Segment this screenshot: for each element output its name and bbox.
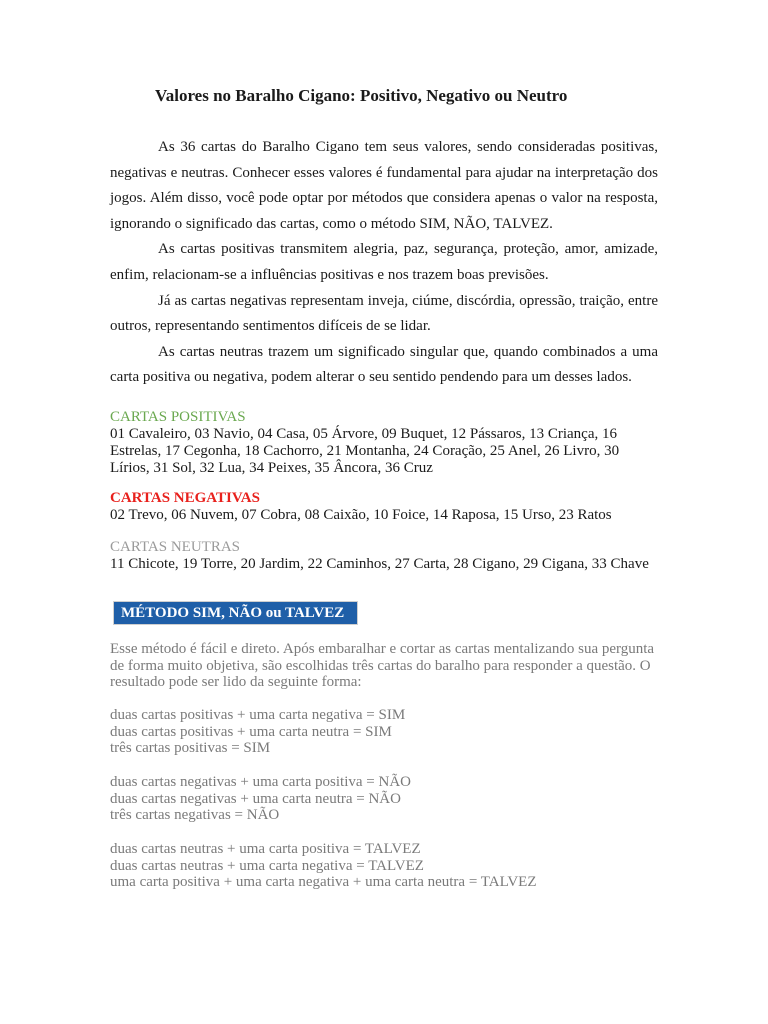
sim-rules (110, 707, 670, 757)
positive-cards-section (110, 409, 658, 477)
rule-line: duas cartas neutras + uma carta positiva = TALVEZ (110, 841, 421, 857)
negative-cards-heading: CARTAS NEGATIVAS (110, 490, 260, 506)
neutral-cards-section (110, 539, 658, 573)
neutral-cards-list: 11 Chicote, 19 Torre, 20 Jardim, 22 Caminhos, 27 Carta, 28 Cigano, 29 Cigana, 33 Chave (110, 556, 649, 572)
intro-paragraph: Já as cartas negativas representam inveja, ciúme, discórdia, opressão, traição, entre outros, representando sentimentos difíceis de se lidar. (110, 292, 658, 335)
positive-cards-list: 01 Cavaleiro, 03 Navio, 04 Casa, 05 Árvore, 09 Buquet, 12 Pássaros, 13 Criança, 16 Estrelas, 17 Cegonha, 18 Cachorro, 21 Montanha, 24 Coração, 25 Anel, 26 Livro, 30 Lírios, 31 Sol, 32 Lua, 34 Peixes, 35 Âncora, 36 Cruz (110, 426, 620, 476)
rule-line: duas cartas negativas + uma carta neutra = NÃO (110, 790, 401, 807)
talvez-rules (110, 841, 670, 891)
intro-paragraph: As 36 cartas do Baralho Cigano tem seus valores, sendo consideradas positivas, negativas e neutras. Conhecer esses valores é fundamental para ajudar na interpretação dos jogos. Além disso, você pode optar por métodos que considera apenas o valor na resposta, ignorando o significado das cartas, como o método SIM, NÃO, TALVEZ. (110, 139, 658, 232)
negative-cards-list: 02 Trevo, 06 Nuvem, 07 Cobra, 08 Caixão, 10 Foice, 14 Raposa, 15 Urso, 23 Ratos (110, 507, 612, 523)
nao-rules (110, 774, 670, 824)
rule-line: duas cartas positivas + uma carta neutra = SIM (110, 723, 392, 740)
method-heading-box (113, 601, 358, 625)
rule-line: duas cartas negativas + uma carta positiva = NÃO (110, 774, 411, 790)
rule-line: uma carta positiva + uma carta negativa + uma carta neutra = TALVEZ (110, 874, 537, 890)
intro-paragraph: As cartas neutras trazem um significado singular que, quando combinados a uma carta positiva ou negativa, podem alterar o seu sentido pendendo para um desses lados. (110, 343, 658, 386)
page-title: Valores no Baralho Cigano: Positivo, Negativo ou Neutro (155, 86, 568, 105)
rule-line: duas cartas positivas + uma carta negativa = SIM (110, 707, 406, 723)
method-heading: MÉTODO SIM, NÃO ou TALVEZ (121, 604, 345, 621)
rule-line: três cartas positivas = SIM (110, 740, 271, 756)
rule-line: três cartas negativas = NÃO (110, 807, 280, 823)
rule-line: duas cartas neutras + uma carta negativa = TALVEZ (110, 857, 424, 874)
positive-cards-heading: CARTAS POSITIVAS (110, 409, 246, 425)
intro-section (110, 135, 658, 391)
neutral-cards-heading: CARTAS NEUTRAS (110, 539, 240, 555)
negative-cards-section (110, 490, 658, 524)
method-description: Esse método é fácil e direto. Após embaralhar e cortar as cartas mentalizando sua pergunta de forma muito objetiva, são escolhidas três cartas do baralho para responder a questão. O resultado pode ser lido da seguinte forma: (110, 641, 655, 690)
intro-paragraph: As cartas positivas transmitem alegria, paz, segurança, proteção, amor, amizade, enfim, relacionam-se a influências positivas e nos trazem boas previsões. (110, 241, 658, 283)
